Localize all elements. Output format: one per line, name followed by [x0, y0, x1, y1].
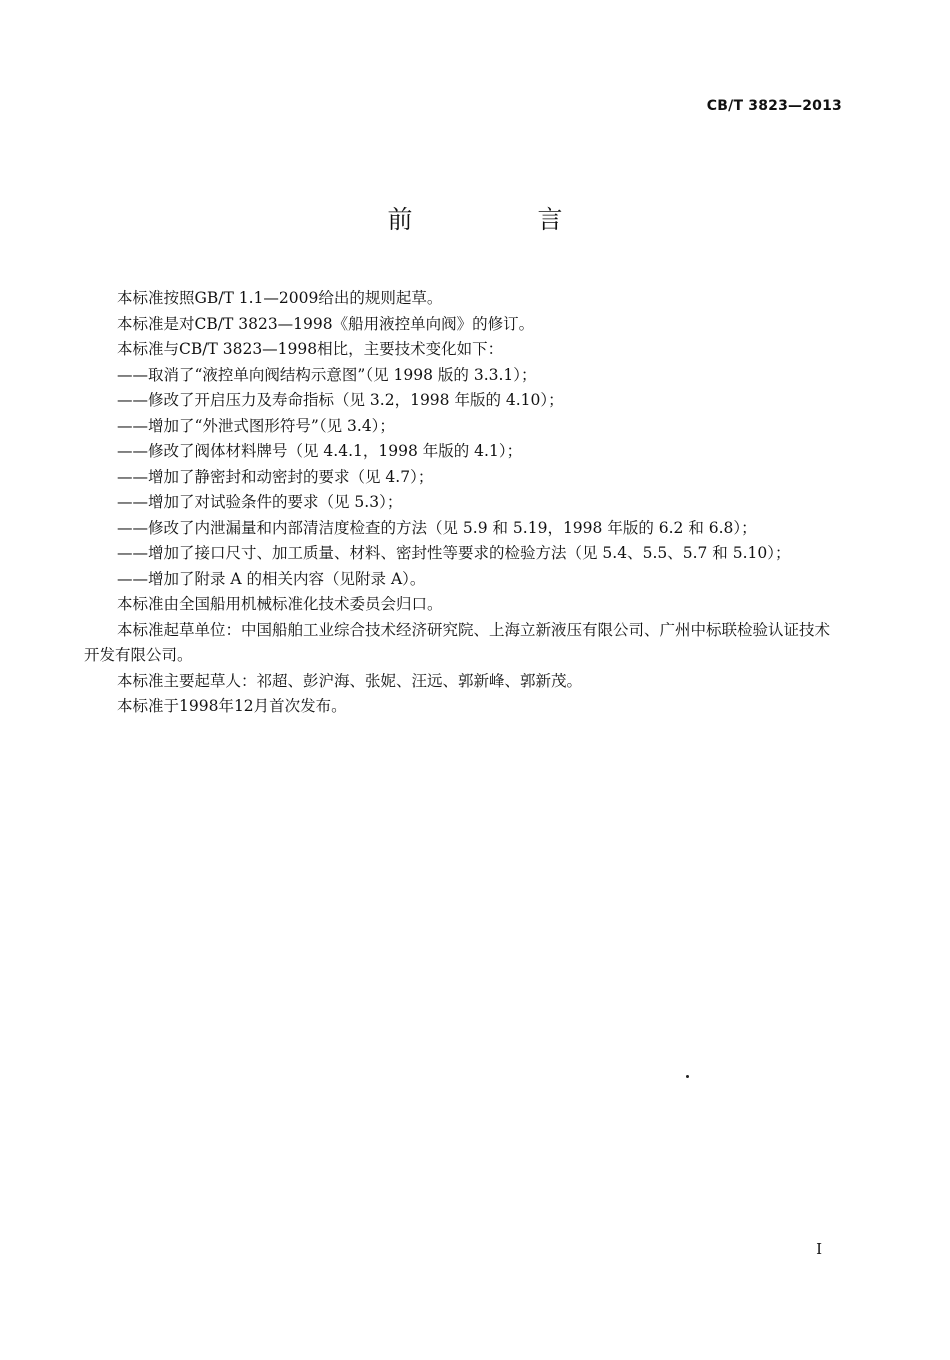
paragraph-main-changes-intro: 本标准与CB/T 3823—1998相比，主要技术变化如下： — [117, 340, 504, 358]
change-item: ——增加了“外泄式图形符号”（见 3.4）； — [117, 416, 395, 435]
change-item: ——增加了接口尺寸、加工质量、材料、密封性等要求的检验方法（见 5.4、5.5、5.7 和 5.10）； — [117, 544, 791, 562]
paragraph-revision-of: 本标准是对CB/T 3823—1998《船用液控单向阀》的修订。 — [117, 314, 535, 333]
paragraph-drafters: 本标准主要起草人：祁超、彭沪海、张妮、汪远、郭新峰、郭新茂。 — [117, 671, 583, 690]
foreword-body — [84, 286, 844, 720]
paragraph-drafting-units: 本标准起草单位：中国船舶工业综合技术经济研究院、上海立新液压有限公司、广州中标联检验认证技术开发有限公司。 — [84, 620, 831, 664]
paragraph-committee: 本标准由全国船用机械标准化技术委员会归口。 — [117, 595, 443, 613]
standard-code: CB/T 3823—2013 — [706, 98, 842, 114]
change-item: ——取消了“液控单向阀结构示意图”（见 1998 版的 3.3.1）； — [117, 365, 537, 384]
change-item: ——增加了静密封和动密封的要求（见 4.7）； — [117, 467, 434, 486]
change-item: ——增加了附录 A 的相关内容（见附录 A）。 — [117, 569, 426, 588]
scan-speck — [686, 1075, 689, 1078]
paragraph-first-published: 本标准于1998年12月首次发布。 — [117, 697, 347, 715]
paragraph-drafting-rules: 本标准按照GB/T 1.1—2009给出的规则起草。 — [117, 289, 443, 307]
change-item: ——增加了对试验条件的要求（见 5.3）； — [117, 493, 403, 511]
page-number: I — [816, 1240, 822, 1258]
change-item: ——修改了内泄漏量和内部清洁度检查的方法（见 5.9 和 5.19，1998 年版的 6.2 和 6.8）； — [117, 518, 757, 537]
change-item: ——修改了开启压力及寿命指标（见 3.2，1998 年版的 4.10）； — [117, 391, 564, 409]
change-item: ——修改了阀体材料牌号（见 4.4.1，1998 年版的 4.1）； — [117, 442, 523, 460]
page-title: 前 言 — [387, 205, 613, 234]
